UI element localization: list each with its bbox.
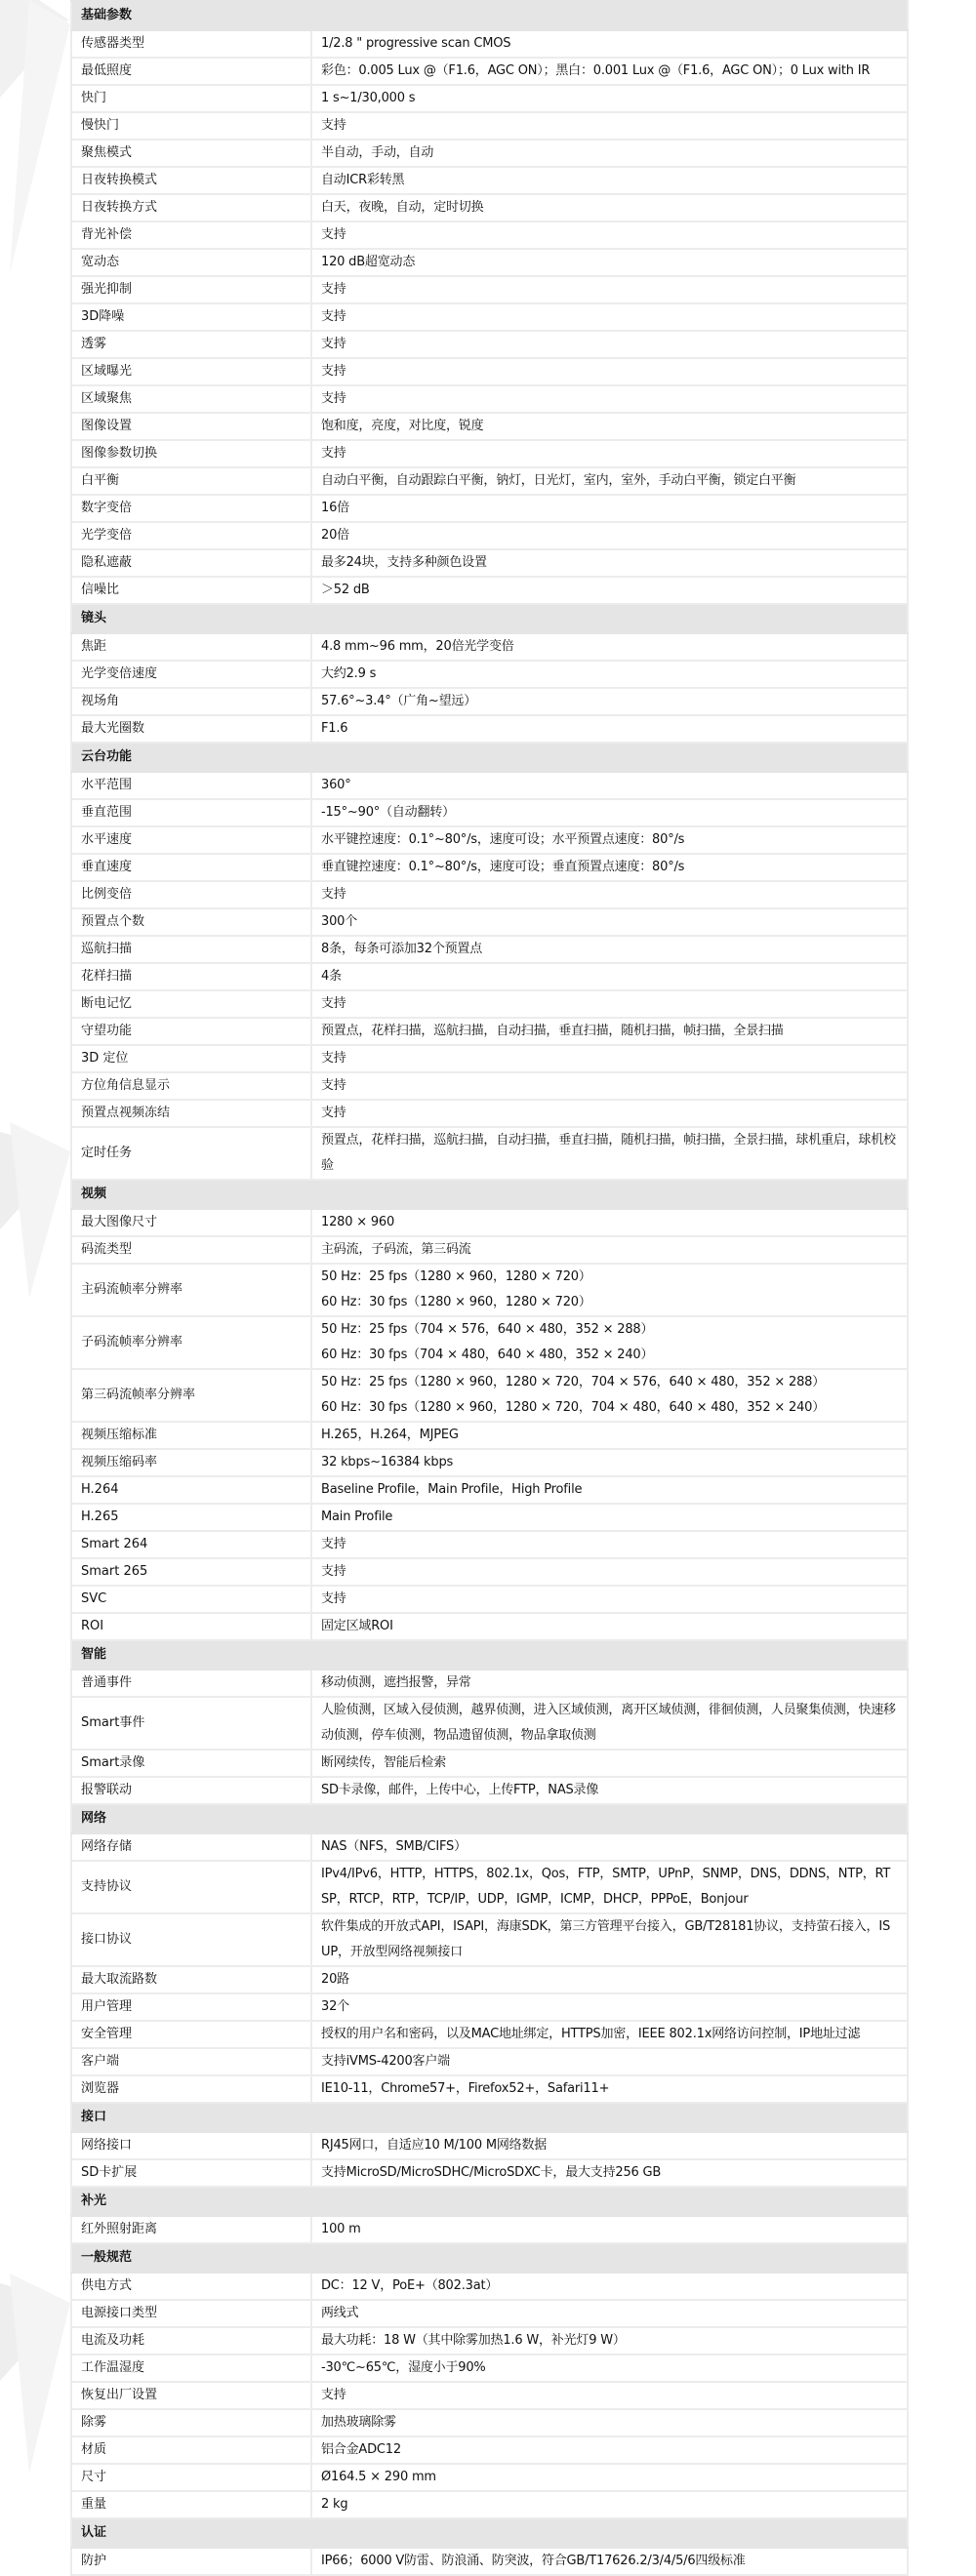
section-title: 补光 <box>71 2187 908 2216</box>
spec-label: 支持协议 <box>71 1861 311 1913</box>
spec-row <box>71 385 908 413</box>
watermark-decoration-bottom <box>0 2274 78 2473</box>
spec-value-line: 60 Hz：30 fps（1280 × 960，1280 × 720，704 × 480，640 × 480，352 × 240） <box>321 1400 826 1415</box>
spec-label: 透雾 <box>71 331 311 358</box>
spec-row <box>71 1316 908 1369</box>
spec-value: IP66；6000 V防雷、防浪涌、防突波，符合GB/T17626.2/3/4/5/6四级标准 <box>311 2548 908 2575</box>
spec-row <box>71 963 908 990</box>
spec-value: 支持 <box>311 1531 908 1558</box>
spec-label: 电流及功耗 <box>71 2327 311 2355</box>
spec-label: Smart录像 <box>71 1750 311 1777</box>
spec-label: SD卡扩展 <box>71 2159 311 2187</box>
spec-value <box>311 1264 908 1316</box>
spec-value: 20倍 <box>311 522 908 549</box>
spec-label: SVC <box>71 1586 311 1613</box>
spec-label: 普通事件 <box>71 1670 311 1697</box>
spec-value: 支持 <box>311 881 908 908</box>
spec-row <box>71 249 908 276</box>
spec-value: 支持 <box>311 1558 908 1586</box>
spec-label: Smart 265 <box>71 1558 311 1586</box>
spec-label: 电源接口类型 <box>71 2300 311 2327</box>
spec-row <box>71 2548 908 2575</box>
spec-value-line: 50 Hz：25 fps（1280 × 960，1280 × 720，704 × 576，640 × 480，352 × 288） <box>321 1375 826 1389</box>
spec-label: 焦距 <box>71 633 311 661</box>
spec-row <box>71 358 908 385</box>
spec-row <box>71 194 908 221</box>
spec-value: Ø164.5 × 290 mm <box>311 2464 908 2491</box>
spec-label: ROI <box>71 1613 311 1640</box>
spec-row <box>71 2409 908 2436</box>
spec-label: 光学变倍 <box>71 522 311 549</box>
spec-label: 日夜转换方式 <box>71 194 311 221</box>
spec-value: 最多24块，支持多种颜色设置 <box>311 549 908 577</box>
spec-label: 视频压缩标准 <box>71 1422 311 1449</box>
spec-value: 支持 <box>311 385 908 413</box>
spec-row <box>71 1993 908 2021</box>
spec-row <box>71 30 908 58</box>
spec-row <box>71 2159 908 2187</box>
watermark-decoration-middle <box>0 1122 78 1298</box>
spec-row <box>71 990 908 1018</box>
spec-value: 自动ICR彩转黑 <box>311 167 908 194</box>
spec-label: 材质 <box>71 2436 311 2464</box>
spec-value: 120 dB超宽动态 <box>311 249 908 276</box>
spec-label: 安全管理 <box>71 2021 311 2048</box>
spec-row <box>71 2327 908 2355</box>
spec-row <box>71 1236 908 1264</box>
spec-value: 360° <box>311 772 908 799</box>
section-title: 一般规范 <box>71 2243 908 2273</box>
spec-row <box>71 1100 908 1127</box>
spec-value: 断网续传，智能后检索 <box>311 1750 908 1777</box>
spec-row <box>71 715 908 743</box>
spec-label: 巡航扫描 <box>71 936 311 963</box>
spec-row <box>71 1072 908 1100</box>
spec-value: NAS（NFS，SMB/CIFS） <box>311 1833 908 1861</box>
spec-value: H.265，H.264，MJPEG <box>311 1422 908 1449</box>
spec-value: 支持 <box>311 303 908 331</box>
spec-value: 最大功耗：18 W（其中除雾加热1.6 W，补光灯9 W） <box>311 2327 908 2355</box>
section-header <box>71 1 908 30</box>
spec-row <box>71 799 908 826</box>
spec-row <box>71 303 908 331</box>
spec-label: 供电方式 <box>71 2273 311 2300</box>
spec-value <box>311 1316 908 1369</box>
spec-row <box>71 1449 908 1476</box>
spec-row <box>71 1833 908 1861</box>
section-title: 基础参数 <box>71 1 908 30</box>
spec-value: 预置点，花样扫描，巡航扫描，自动扫描，垂直扫描，随机扫描，帧扫描，全景扫描 <box>311 1018 908 1045</box>
spec-row <box>71 908 908 936</box>
spec-row <box>71 2382 908 2409</box>
spec-row <box>71 1264 908 1316</box>
spec-row <box>71 1913 908 1966</box>
spec-value: 主码流，子码流，第三码流 <box>311 1236 908 1264</box>
spec-value: 铝合金ADC12 <box>311 2436 908 2464</box>
spec-label: 接口协议 <box>71 1913 311 1966</box>
spec-value: 4条 <box>311 963 908 990</box>
spec-label: 水平范围 <box>71 772 311 799</box>
spec-label: 最大取流路数 <box>71 1966 311 1993</box>
spec-table <box>70 0 909 2576</box>
spec-value: 支持 <box>311 990 908 1018</box>
spec-row <box>71 2464 908 2491</box>
spec-value-line: 50 Hz：25 fps（704 × 576，640 × 480，352 × 288） <box>321 1322 654 1337</box>
spec-value: 支持 <box>311 1045 908 1072</box>
spec-row <box>71 85 908 112</box>
spec-label: H.265 <box>71 1504 311 1531</box>
spec-row <box>71 1369 908 1422</box>
spec-label: 花样扫描 <box>71 963 311 990</box>
spec-value: 100 m <box>311 2216 908 2243</box>
spec-label: 最大图像尺寸 <box>71 1209 311 1236</box>
spec-label: 快门 <box>71 85 311 112</box>
spec-row <box>71 661 908 688</box>
spec-row <box>71 2021 908 2048</box>
spec-label: 光学变倍速度 <box>71 661 311 688</box>
spec-value: 支持 <box>311 358 908 385</box>
spec-label: 隐私遮蔽 <box>71 549 311 577</box>
spec-label: 主码流帧率分辨率 <box>71 1264 311 1316</box>
spec-value: 16倍 <box>311 495 908 522</box>
spec-label: 区域聚焦 <box>71 385 311 413</box>
spec-value: 支持iVMS-4200客户端 <box>311 2048 908 2075</box>
spec-label: 数字变倍 <box>71 495 311 522</box>
spec-row <box>71 2436 908 2464</box>
spec-value-line: 60 Hz：30 fps（1280 × 960，1280 × 720） <box>321 1295 591 1309</box>
spec-label: 背光补偿 <box>71 221 311 249</box>
spec-row <box>71 1476 908 1504</box>
spec-label: 图像参数切换 <box>71 440 311 467</box>
section-title: 视频 <box>71 1180 908 1209</box>
spec-value: -15°~90°（自动翻转） <box>311 799 908 826</box>
spec-row <box>71 1613 908 1640</box>
spec-label: 传感器类型 <box>71 30 311 58</box>
spec-row <box>71 2075 908 2103</box>
spec-row <box>71 1018 908 1045</box>
spec-value: 32 kbps~16384 kbps <box>311 1449 908 1476</box>
spec-value: 水平键控速度：0.1°~80°/s，速度可设；水平预置点速度：80°/s <box>311 826 908 854</box>
spec-label: 信噪比 <box>71 577 311 604</box>
spec-row <box>71 2355 908 2382</box>
spec-label: 方位角信息显示 <box>71 1072 311 1100</box>
spec-value: 彩色：0.005 Lux @（F1.6，AGC ON）；黑白：0.001 Lux @（F1.6，AGC ON）；0 Lux with IR <box>311 58 908 85</box>
spec-row <box>71 413 908 440</box>
spec-label: 最低照度 <box>71 58 311 85</box>
spec-value: 支持 <box>311 1586 908 1613</box>
spec-value: 1/2.8 " progressive scan CMOS <box>311 30 908 58</box>
spec-value: -30℃~65℃，湿度小于90% <box>311 2355 908 2382</box>
spec-value: 固定区域ROI <box>311 1613 908 1640</box>
spec-value: 支持 <box>311 221 908 249</box>
spec-label: 网络接口 <box>71 2132 311 2159</box>
spec-value: 支持 <box>311 331 908 358</box>
spec-row <box>71 826 908 854</box>
spec-value: 白天，夜晚，自动，定时切换 <box>311 194 908 221</box>
section-header <box>71 1180 908 1209</box>
spec-row <box>71 2300 908 2327</box>
spec-value: 20路 <box>311 1966 908 1993</box>
spec-value: 加热玻璃除雾 <box>311 2409 908 2436</box>
spec-label: 视频压缩码率 <box>71 1449 311 1476</box>
spec-row <box>71 1861 908 1913</box>
spec-row <box>71 2132 908 2159</box>
spec-value: 57.6°~3.4°（广角~望远） <box>311 688 908 715</box>
spec-value: 4.8 mm~96 mm，20倍光学变倍 <box>311 633 908 661</box>
spec-value: 半自动，手动，自动 <box>311 140 908 167</box>
spec-value: 大约2.9 s <box>311 661 908 688</box>
spec-label: 码流类型 <box>71 1236 311 1264</box>
section-header <box>71 2103 908 2132</box>
spec-label: 宽动态 <box>71 249 311 276</box>
section-header <box>71 1640 908 1670</box>
spec-value: 1280 × 960 <box>311 1209 908 1236</box>
spec-row <box>71 549 908 577</box>
spec-label: 预置点个数 <box>71 908 311 936</box>
spec-row <box>71 1531 908 1558</box>
spec-row <box>71 276 908 303</box>
spec-label: 恢复出厂设置 <box>71 2382 311 2409</box>
spec-row <box>71 936 908 963</box>
watermark-decoration-top <box>0 0 78 273</box>
spec-row <box>71 2048 908 2075</box>
section-header <box>71 604 908 633</box>
spec-value: ＞52 dB <box>311 577 908 604</box>
spec-row <box>71 1586 908 1613</box>
spec-value: Main Profile <box>311 1504 908 1531</box>
spec-table-body <box>71 1 908 2575</box>
spec-label: 重量 <box>71 2491 311 2518</box>
spec-value: 授权的用户名和密码，以及MAC地址绑定，HTTPS加密，IEEE 802.1x网络访问控制，IP地址过滤 <box>311 2021 908 2048</box>
spec-value: IPv4/IPv6，HTTP，HTTPS，802.1x，Qos，FTP，SMTP，UPnP，SNMP，DNS，DDNS，NTP，RTSP，RTCP，RTP，TCP/IP，UDP，IGMP，ICMP，DHCP，PPPoE，Bonjour <box>311 1861 908 1913</box>
spec-label: 尺寸 <box>71 2464 311 2491</box>
spec-value: 支持 <box>311 1100 908 1127</box>
spec-value: 饱和度，亮度，对比度，锐度 <box>311 413 908 440</box>
spec-label: 图像设置 <box>71 413 311 440</box>
spec-value: 移动侦测，遮挡报警，异常 <box>311 1670 908 1697</box>
spec-value: Baseline Profile，Main Profile，High Profile <box>311 1476 908 1504</box>
spec-label: 慢快门 <box>71 112 311 140</box>
spec-label: 日夜转换模式 <box>71 167 311 194</box>
spec-value: 支持 <box>311 1072 908 1100</box>
section-title: 云台功能 <box>71 743 908 772</box>
spec-row <box>71 112 908 140</box>
section-title: 认证 <box>71 2518 908 2548</box>
spec-label: 比例变倍 <box>71 881 311 908</box>
spec-row <box>71 577 908 604</box>
spec-row <box>71 331 908 358</box>
spec-value: F1.6 <box>311 715 908 743</box>
spec-value: RJ45网口，自适应10 M/100 M网络数据 <box>311 2132 908 2159</box>
section-header <box>71 2518 908 2548</box>
spec-label: 3D 定位 <box>71 1045 311 1072</box>
spec-label: 断电记忆 <box>71 990 311 1018</box>
spec-row <box>71 1966 908 1993</box>
spec-row <box>71 2273 908 2300</box>
spec-value: 两线式 <box>311 2300 908 2327</box>
spec-label: 红外照射距离 <box>71 2216 311 2243</box>
spec-value: IE10-11，Chrome57+，Firefox52+，Safari11+ <box>311 2075 908 2103</box>
spec-row <box>71 1045 908 1072</box>
spec-label: Smart 264 <box>71 1531 311 1558</box>
spec-label: Smart事件 <box>71 1697 311 1750</box>
spec-label: 区域曝光 <box>71 358 311 385</box>
spec-value: 300个 <box>311 908 908 936</box>
spec-row <box>71 1697 908 1750</box>
spec-value: 软件集成的开放式API，ISAPI，海康SDK，第三方管理平台接入，GB/T28181协议，支持萤石接入，ISUP，开放型网络视频接口 <box>311 1913 908 1966</box>
spec-value: 支持 <box>311 2382 908 2409</box>
spec-value: 32个 <box>311 1993 908 2021</box>
spec-row <box>71 1127 908 1180</box>
spec-label: 网络存储 <box>71 1833 311 1861</box>
section-header <box>71 2243 908 2273</box>
spec-value: 1 s~1/30,000 s <box>311 85 908 112</box>
spec-row <box>71 1558 908 1586</box>
spec-value: 支持 <box>311 112 908 140</box>
spec-row <box>71 167 908 194</box>
spec-value-line: 60 Hz：30 fps（704 × 480，640 × 480，352 × 240） <box>321 1348 654 1362</box>
section-header <box>71 2187 908 2216</box>
spec-label: 定时任务 <box>71 1127 311 1180</box>
spec-row <box>71 2216 908 2243</box>
section-header <box>71 1804 908 1833</box>
spec-row <box>71 495 908 522</box>
spec-label: 强光抑制 <box>71 276 311 303</box>
spec-row <box>71 772 908 799</box>
spec-row <box>71 440 908 467</box>
spec-label: 用户管理 <box>71 1993 311 2021</box>
spec-label: 守望功能 <box>71 1018 311 1045</box>
spec-row <box>71 1670 908 1697</box>
spec-row <box>71 467 908 495</box>
spec-label: 垂直速度 <box>71 854 311 881</box>
spec-value: DC：12 V，PoE+（802.3at） <box>311 2273 908 2300</box>
spec-value <box>311 1369 908 1422</box>
spec-label: 白平衡 <box>71 467 311 495</box>
section-header <box>71 743 908 772</box>
spec-label: H.264 <box>71 1476 311 1504</box>
spec-label: 垂直范围 <box>71 799 311 826</box>
spec-row <box>71 854 908 881</box>
spec-label: 防护 <box>71 2548 311 2575</box>
spec-row <box>71 688 908 715</box>
spec-row <box>71 633 908 661</box>
section-title: 镜头 <box>71 604 908 633</box>
spec-value: 8条，每条可添加32个预置点 <box>311 936 908 963</box>
spec-label: 预置点视频冻结 <box>71 1100 311 1127</box>
spec-label: 第三码流帧率分辨率 <box>71 1369 311 1422</box>
spec-label: 工作温湿度 <box>71 2355 311 2382</box>
spec-value: SD卡录像，邮件，上传中心，上传FTP，NAS录像 <box>311 1777 908 1804</box>
spec-value: 支持MicroSD/MicroSDHC/MicroSDXC卡，最大支持256 GB <box>311 2159 908 2187</box>
section-title: 网络 <box>71 1804 908 1833</box>
spec-row <box>71 1422 908 1449</box>
spec-value: 支持 <box>311 276 908 303</box>
spec-label: 子码流帧率分辨率 <box>71 1316 311 1369</box>
spec-row <box>71 1750 908 1777</box>
spec-label: 视场角 <box>71 688 311 715</box>
spec-label: 除雾 <box>71 2409 311 2436</box>
spec-label: 水平速度 <box>71 826 311 854</box>
spec-row <box>71 58 908 85</box>
spec-label: 报警联动 <box>71 1777 311 1804</box>
section-title: 智能 <box>71 1640 908 1670</box>
spec-row <box>71 1777 908 1804</box>
spec-label: 3D降噪 <box>71 303 311 331</box>
section-title: 接口 <box>71 2103 908 2132</box>
spec-row <box>71 140 908 167</box>
spec-row <box>71 522 908 549</box>
spec-value: 2 kg <box>311 2491 908 2518</box>
spec-label: 最大光圈数 <box>71 715 311 743</box>
spec-value: 人脸侦测，区域入侵侦测，越界侦测，进入区域侦测，离开区域侦测，徘徊侦测，人员聚集侦测，快速移动侦测，停车侦测，物品遗留侦测，物品拿取侦测 <box>311 1697 908 1750</box>
spec-label: 聚焦模式 <box>71 140 311 167</box>
spec-row <box>71 221 908 249</box>
spec-row <box>71 1209 908 1236</box>
spec-row <box>71 2491 908 2518</box>
spec-value: 支持 <box>311 440 908 467</box>
spec-value: 预置点，花样扫描，巡航扫描，自动扫描，垂直扫描，随机扫描，帧扫描，全景扫描，球机重启，球机校验 <box>311 1127 908 1180</box>
spec-row <box>71 1504 908 1531</box>
spec-label: 客户端 <box>71 2048 311 2075</box>
spec-value: 垂直键控速度：0.1°~80°/s，速度可设；垂直预置点速度：80°/s <box>311 854 908 881</box>
spec-value: 自动白平衡，自动跟踪白平衡，钠灯，日光灯，室内，室外，手动白平衡，锁定白平衡 <box>311 467 908 495</box>
spec-label: 浏览器 <box>71 2075 311 2103</box>
spec-value-line: 50 Hz：25 fps（1280 × 960，1280 × 720） <box>321 1269 591 1284</box>
spec-row <box>71 881 908 908</box>
